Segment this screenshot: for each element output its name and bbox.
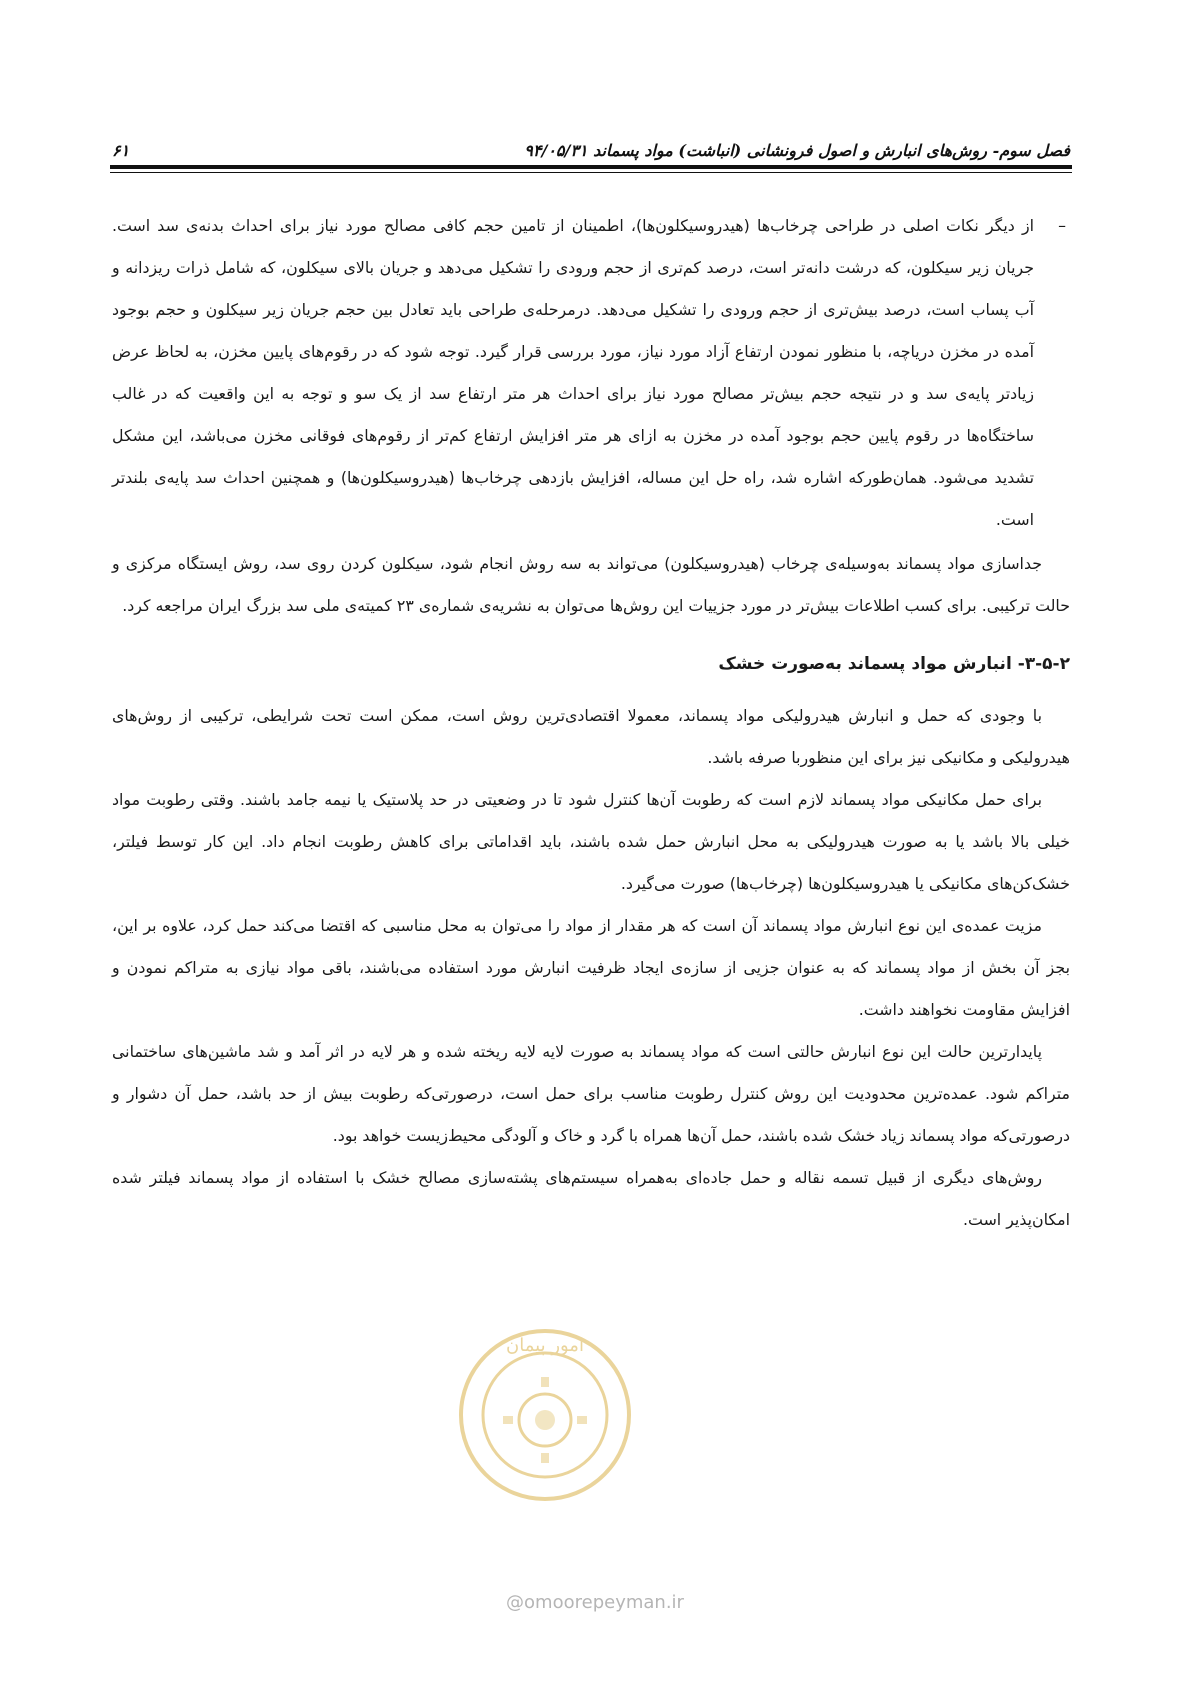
paragraph: برای حمل مکانیکی مواد پسماند لازم است که رطوبت آن‌ها کنترل شود تا در وضعیتی در حد پلاستیک یا نیمه جامد باشند. وقتی رطوبت مواد خیلی بالا باشد یا به صورت هیدرولیکی به محل انبارش حمل شده باشند، باید اقداماتی برای کاهش رطوبت انجام داد. این کار توسط فیلتر، خشک‌کن‌های مکانیکی یا هیدروسیکلون‌ها (چرخاب‌ها) صورت می‌گیرد.: [112, 790, 1070, 893]
watermark-url-text: omoorepeyman.ir: [524, 1592, 684, 1613]
page-number: ۶۱: [112, 141, 130, 160]
paragraph: روش‌های دیگری از قبیل تسمه نقاله و حمل جاده‌ای به‌همراه سیستم‌های پشته‌سازی مصالح خشک با استفاده از مواد پسماند فیلتر شده امکان‌پذیر است.: [112, 1168, 1070, 1229]
paragraph: پایدارترین حالت این نوع انبارش حالتی است که مواد پسماند به صورت لایه لایه ریخته شده و هر لایه در اثر آمد و شد ماشین‌های ساختمانی متراکم شود. عمده‌ترین محدودیت این روش کنترل رطوبت مناسب برای حمل است، درصورتی‌که رطوبت بیش از حد باشد، حمل آن دشوار و درصورتی‌که مواد پسماند زیاد خشک شده باشند، حمل آن‌ها همراه با گرد و خاک و آلودگی محیط‌زیست خواهد بود.: [112, 1042, 1070, 1145]
watermark-url: [0, 1592, 1190, 1613]
at-icon: @: [506, 1592, 525, 1613]
body-text: [112, 205, 1070, 1241]
watermark-seal-icon: [455, 1325, 635, 1505]
section-heading: ۳-۵-۲- انبارش مواد پسماند به‌صورت خشک: [718, 654, 1070, 674]
header-rule-thick: [110, 165, 1072, 169]
bullet-item: [112, 205, 1070, 541]
bullet-text: از دیگر نکات اصلی در طراحی چرخاب‌ها (هیدروسیکلون‌ها)، اطمینان از تامین حجم کافی مصالح مورد نیاز برای احداث بدنه‌ی سد است. جریان زیر سیکلون، که درشت دانه‌تر است، درصد کم‌تری از حجم ورودی را تشکیل می‌دهد و جریان بالای سیکلون، که شامل ذرات ریزدانه و آب پساب است، درصد بیش‌تری از حجم ورودی را تشکیل می‌دهد. درمرحله‌ی طراحی باید تعادل بین حجم جریان زیر سیکلون و حجم بوجود آمده در مخزن دریاچه، با منظور نمودن ارتفاع آزاد مورد نیاز، مورد بررسی قرار گیرد. توجه شود که در رقوم‌های پایین مخزن، به لحاظ عرض زیادتر پایه‌ی سد و در نتیجه حجم بیش‌تر مصالح مورد نیاز برای احداث هر متر ارتفاع سد از یک سو و توجه به این واقعیت که در غالب ساختگاه‌ها در رقوم پایین حجم بوجود آمده در مخزن به ازای هر متر افزایش ارتفاع کم‌تر از رقوم‌های فوقانی مخزن می‌باشد، این مشکل تشدید می‌شود. همان‌طورکه اشاره شد، راه حل این مساله، افزایش بازدهی چرخاب‌ها (هیدروسیکلون‌ها) و همچنین احداث سد پایه‌ی بلندتر است.: [112, 216, 1034, 529]
paragraph: با وجودی که حمل و انبارش هیدرولیکی مواد پسماند، معمولا اقتصادی‌ترین روش است، ممکن است تحت شرایطی، ترکیبی از روش‌های هیدرولیکی و مکانیکی نیز برای این منظوربا صرفه باشد.: [112, 706, 1070, 767]
paragraph: مزیت عمده‌ی این نوع انبارش مواد پسماند آن است که هر مقدار از مواد را می‌توان به محل مناسبی که اقتضا می‌کند حمل کرد، علاوه بر این، بجز آن بخش از مواد پسماند که به عنوان جزیی از سازه‌ی ایجاد ظرفیت انبارش مورد استفاده می‌باشند، باقی مواد نیازی به متراکم نمودن و افزایش مقاومت نخواهند داشت.: [112, 916, 1070, 1019]
header-rule-thin: [110, 172, 1072, 173]
watermark-seal-text: امور پیمان: [506, 1335, 584, 1356]
bullet-dash: –: [1058, 216, 1066, 235]
page-header: [112, 126, 1070, 160]
paragraph: جداسازی مواد پسماند به‌وسیله‌ی چرخاب (هیدروسیکلون) می‌تواند به سه روش انجام شود، سیکلون کردن روی سد، روش ایستگاه مرکزی و حالت ترکیبی. برای کسب اطلاعات بیش‌تر در مورد جزییات این روش‌ها می‌توان به نشریه‌ی شماره‌ی ۲۳ کمیته‌ی ملی سد بزرگ ایران مراجعه کرد.: [112, 554, 1070, 615]
running-title: فصل سوم- روش‌های انبارش و اصول فرونشانی (انباشت) مواد پسماند ۹۴/۰۵/۳۱: [524, 141, 1070, 160]
